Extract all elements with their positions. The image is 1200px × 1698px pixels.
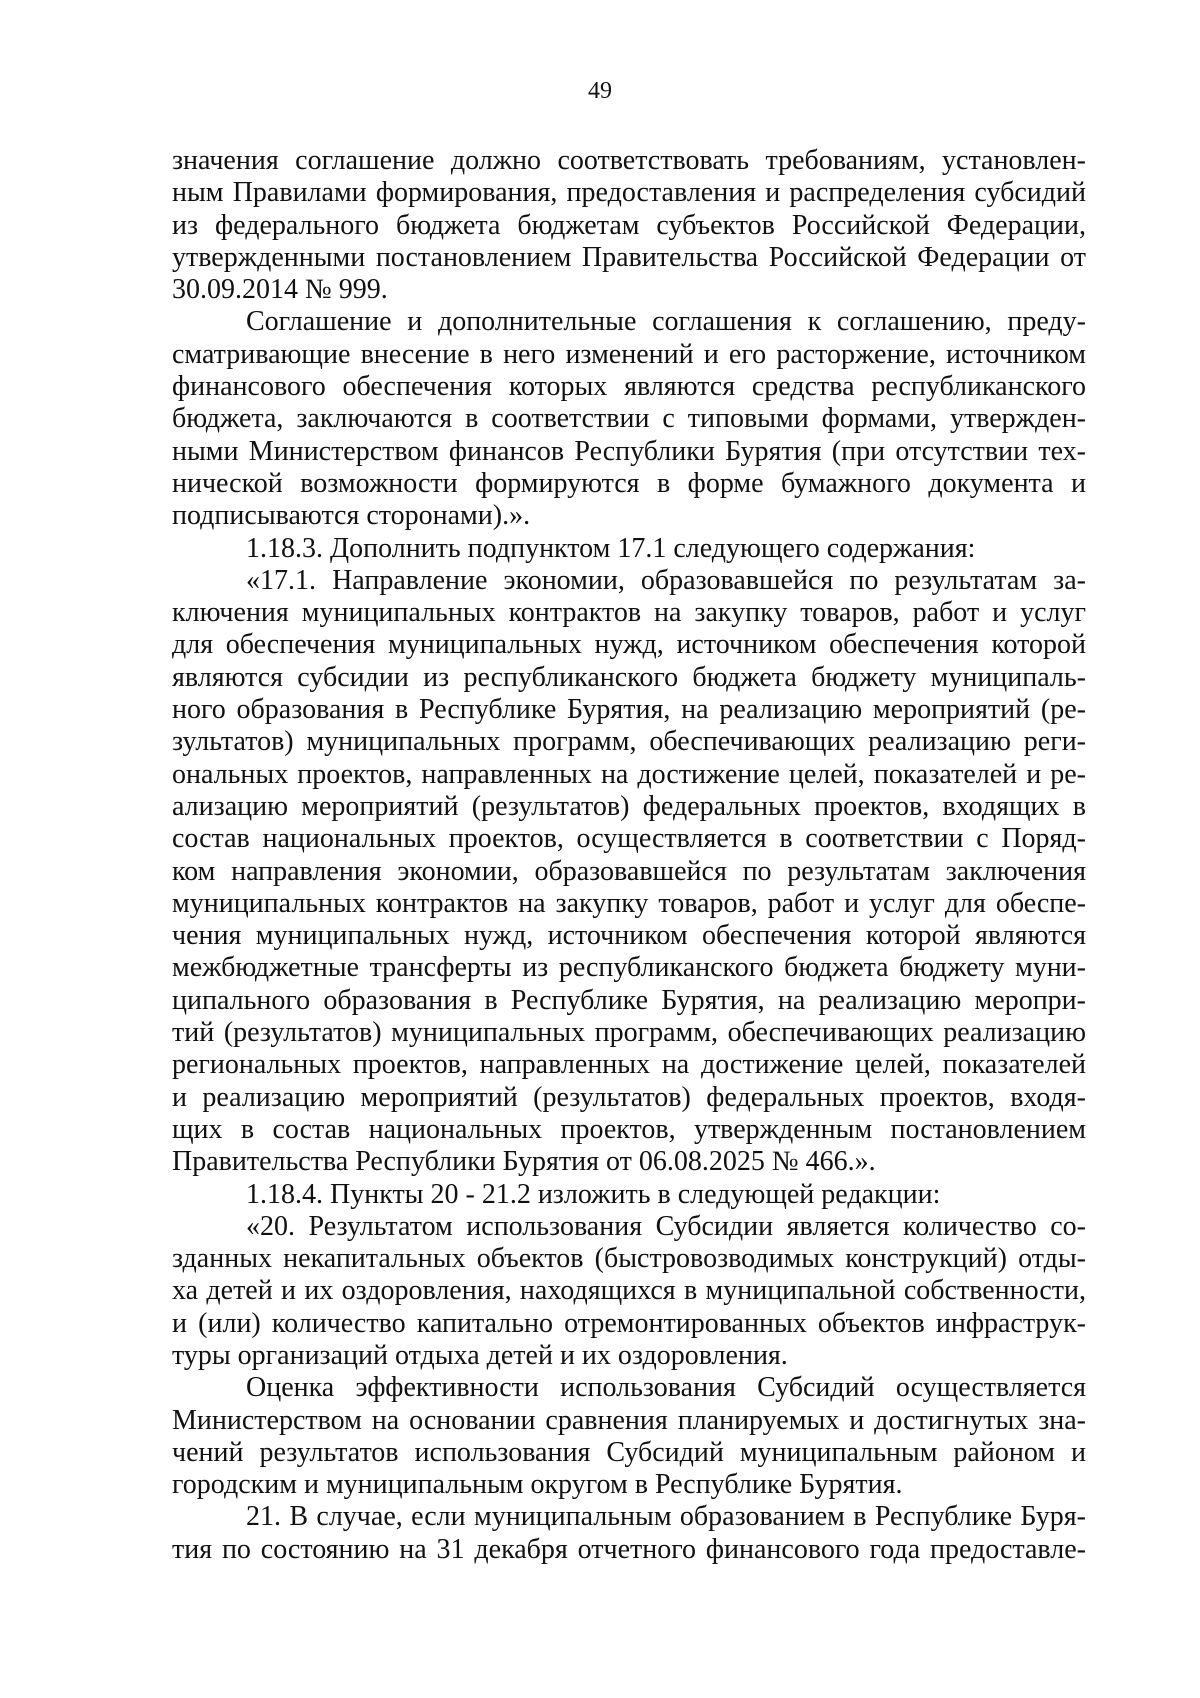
text-line: региональных проектов, направленных на достижение целей, показателей <box>172 1049 1086 1081</box>
text-line: чения муниципальных нужд, источником обеспечения которой являются <box>172 920 1086 952</box>
text-line: подписываются сторонами).». <box>172 500 531 532</box>
text-line: для обеспечения муниципальных нужд, источником обеспечения которой <box>172 629 1086 661</box>
paragraph <box>172 306 1086 532</box>
text-line: 1.18.3. Дополнить подпунктом 17.1 следующего содержания: <box>246 532 976 564</box>
text-line: утвержденными постановлением Правительства Российской Федерации от <box>172 241 1086 273</box>
text-line: межбюджетные трансферты из республиканского бюджета бюджету муни- <box>172 952 1086 984</box>
paragraph <box>172 1372 1086 1501</box>
text-line: щих в состав национальных проектов, утвержденным постановлением <box>172 1113 1086 1145</box>
text-line: бюджета, заключаются в соответствии с типовыми формами, утвержден- <box>172 403 1086 435</box>
text-line: ными Министерством финансов Республики Бурятия (при отсутствии тех- <box>172 435 1086 467</box>
text-line: являются субсидии из республиканского бюджета бюджету муниципаль- <box>172 661 1086 693</box>
text-line: ональных проектов, направленных на достижение целей, показателей и ре- <box>172 758 1086 790</box>
text-line: из федерального бюджета бюджетам субъектов Российской Федерации, <box>172 209 1086 241</box>
text-line: Правительства Республики Бурятия от 06.08.2025 № 466.». <box>172 1146 876 1178</box>
text-line: 21. В случае, если муниципальным образованием в Республике Буря- <box>246 1501 1086 1533</box>
text-line: Соглашение и дополнительные соглашения к соглашению, преду- <box>246 306 1086 338</box>
text-line: зультатов) муниципальных программ, обеспечивающих реализацию реги- <box>172 726 1086 758</box>
paragraph <box>172 565 1086 1179</box>
text-line: городским и муниципальным округом в Республике Бурятия. <box>172 1469 903 1501</box>
text-line: тия по состоянию на 31 декабря отчетного финансового года предоставле- <box>172 1533 1086 1565</box>
text-line: финансового обеспечения которых являются средства республиканского <box>172 371 1086 403</box>
text-line: ным Правилами формирования, предоставления и распределения субсидий <box>172 177 1086 209</box>
text-line: ключения муниципальных контрактов на закупку товаров, работ и услуг <box>172 597 1086 629</box>
text-line: «17.1. Направление экономии, образовавшейся по результатам за- <box>246 564 1086 596</box>
text-line: тий (результатов) муниципальных программ, обеспечивающих реализацию <box>172 1017 1086 1049</box>
text-line: 30.09.2014 № 999. <box>172 274 388 306</box>
text-line: нической возможности формируются в форме бумажного документа и <box>172 467 1086 499</box>
text-line: и реализацию мероприятий (результатов) федеральных проектов, входя- <box>172 1081 1086 1113</box>
text-line: ного образования в Республике Бурятия, на реализацию мероприятий (ре- <box>172 694 1086 726</box>
page-number: 49 <box>588 78 612 104</box>
text-line: ком направления экономии, образовавшейся по результатам заключения <box>172 855 1086 887</box>
paragraph <box>172 1211 1086 1372</box>
text-line: зданных некапитальных объектов (быстровозводимых конструкций) отды- <box>172 1243 1086 1275</box>
text-line: сматривающие внесение в него изменений и его расторжение, источником <box>172 338 1086 370</box>
text-line: муниципальных контрактов на закупку товаров, работ и услуг для обеспе- <box>172 887 1086 919</box>
paragraph <box>172 1501 1086 1566</box>
text-line: туры организаций отдыха детей и их оздоровления. <box>172 1339 788 1371</box>
text-line: и (или) количество капитально отремонтированных объектов инфраструк- <box>172 1307 1086 1339</box>
text-line: значения соглашение должно соответствовать требованиям, установлен- <box>172 145 1086 176</box>
document-body <box>172 145 1086 1566</box>
text-line: ализацию мероприятий (результатов) федеральных проектов, входящих в <box>172 790 1086 822</box>
text-line: Оценка эффективности использования Субсидий осуществляется <box>246 1372 1086 1404</box>
text-line: чений результатов использования Субсидий муниципальным районом и <box>172 1436 1086 1468</box>
paragraph <box>172 533 1086 565</box>
text-line: «20. Результатом использования Субсидии является количество со- <box>246 1210 1086 1242</box>
paragraph <box>172 145 1086 306</box>
text-line: 1.18.4. Пункты 20 - 21.2 изложить в следующей редакции: <box>246 1178 941 1210</box>
paragraph <box>172 1179 1086 1211</box>
text-line: Министерством на основании сравнения планируемых и достигнутых зна- <box>172 1404 1086 1436</box>
text-line: ципального образования в Республике Бурятия, на реализацию меропри- <box>172 984 1086 1016</box>
text-line: ха детей и их оздоровления, находящихся в муниципальной собственности, <box>172 1275 1086 1307</box>
text-line: состав национальных проектов, осуществляется в соответствии с Поряд- <box>172 823 1086 855</box>
